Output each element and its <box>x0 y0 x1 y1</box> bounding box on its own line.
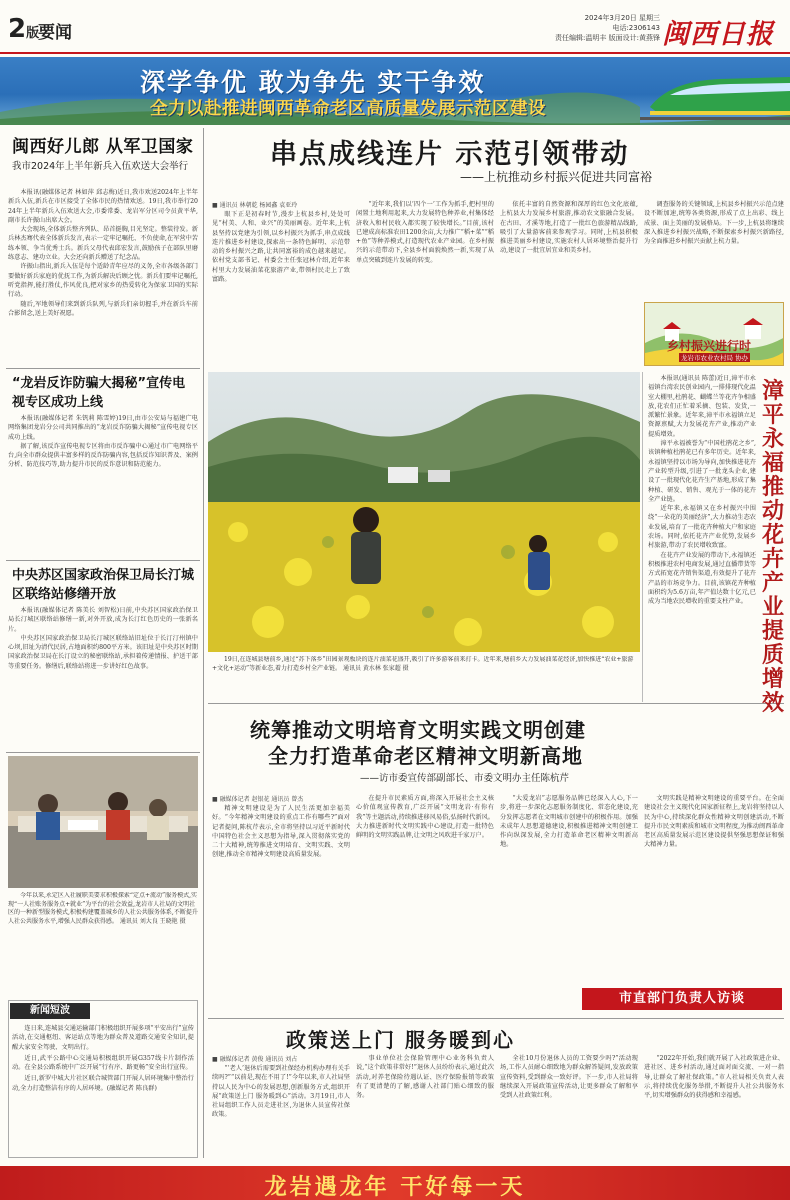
article-column: 依托丰富的自然资源和深厚的红色文化底蕴,上杭县大力发展乡村旅游,推动农文旅融合发展。在古田、才溪等地,打造了一批红色旅游精品线路,吸引了大量游客前来参观学习。同时,上杭县积极推进美丽乡村建设,实施农村人居环境整治提升行动,建设了一批宜居宜业和美乡村。 <box>500 201 638 255</box>
interview-headline-2: 全力打造革命老区精神文明新高地 <box>268 744 583 768</box>
photo-credit: 通讯员 黄水林 张家超 摄 <box>342 664 409 672</box>
article-column: 事业单位社会保险管理中心业务科负责人说,“这个政策非常好!”退休人员纷纷表示,通过此次活动,对养老保险待遇认证、医疗保险报销等政策有了更清楚的了解,感谢人社部门贴心细致的服务。 <box>356 1055 494 1100</box>
vertical-headline: 漳平永福推动花卉产业提质增效 <box>761 379 784 716</box>
article-column: 精神文明建设是为了人民生活更加幸福美好。“今年精神文明建设的重点工作有哪些?”面对记者提问,陈杭芹表示,全市将坚持以习近平新时代中国特色社会主义思想为指导,深入贯彻落实党的二十大精神,统筹推进文明培育、文明实践、文明创建,推动全市精神文明建设高质量发展。 <box>212 805 350 859</box>
byline: ■ 融媒体记者 黄俊 通讯员 刘占 <box>212 1056 298 1063</box>
article-body: 本报讯(融媒体记者 林如萍 邱志梅)近日,我市欢送2024年上半年新兵入伍,新兵在市区接受了全体市民的热情欢送。19日,我市举行2024年上半年新兵入伍欢送大会,市委常委、龙岩军分区司令员黄平华,副市长许振山出席大会。 大会现场,全体新兵整齐列队、昂首挺胸,目光坚定。整装待发。新兵林杰骞代表全体新兵发言,表示一定牢记嘱托、不负使命,在军营中苦练本领、争当优秀士兵。新兵父母代表邱宏发言,鼓励孩子在部队里磨练意志、建功立业。大会还向新兵赠送了纪念品。 许振山指出,新兵入伍是每个适龄青年应尽的义务,全市各级各部门要做好新兵家庭的优抚工作,为新兵解决后顾之忧。新兵们要牢记嘱托,听党指挥,能打胜仗,作风优良,把对家乡的热爱转化为保家卫国的实际行动。 随后,军地领导们来到新兵队列,与新兵们亲切握手,并在新兵车前合影留念,送上美好祝愿。 <box>8 189 198 317</box>
article-body: 本报讯(融媒体记者 陈美长 刘智松)日前,中央苏区国家政治保卫局长汀城区联络站修缮一新,对外开放,成为长汀红色历史的一张新名片。 中央苏区国家政治保卫局长汀城区联络站旧址位于长汀汀州镇中心坝,旧址为清代民居,占地面积约800平方米。该旧址是中央苏区时期国家政治保卫局在长汀设立的秘密联络站,承担着传递情报、护送干部等重要任务。修缮后,联络站将进一步讲好红色故事。 <box>8 607 198 670</box>
banner-tagline: 全力以赴推进闽西革命老区高质量发展示范区建设 <box>150 99 546 119</box>
main-photo <box>208 372 640 652</box>
section-name: 要闻 <box>38 23 72 43</box>
banner-slogan: 深学争优 敢为争先 实干争效 <box>140 68 486 97</box>
column-divider <box>203 128 204 1158</box>
article-column: “大爱龙岩”志愿服务品牌已经深入人心,下一步,将进一步深化志愿服务制度化、常态化建设,充分发挥志愿者在文明城市创建中的积极作用。加强未成年人思想道德建设,积极推进精神文明创建工作向纵深发展,全力打造革命老区精神文明新高地。 <box>500 795 638 849</box>
photo-credit: 通讯员 刘大良 王晓艳 摄 <box>119 917 186 925</box>
photo-caption: 19日,在连城县塘前乡,通过“苏下落乡”田园景观板块的连片油菜花盛开,吸引了许多游客前来打卡。近年来,塘前乡大力发展油菜花经济,加快推进“农业+旅游+文化+运动”等新业态,着力打造乡村全产业链。 通讯员 黄水林 张家超 摄 <box>212 656 634 672</box>
article-column: “近年来,我们以‘四个一’工作为抓手,把村里的闲置土地利用起来,大力发展特色种养业,村集体经济收入和村民收入都实现了较快增长。”目前,该村已建成高标准农田1200余亩,大力推广“稻+菜”“稻+鱼”等种养模式,打造现代农业产业园。在乡村振兴的示范带动下,全县乡村面貌焕然一新,实现了从单点突破到连片发展的转变。 <box>356 201 494 264</box>
photo-caption: 今年以来,永定区入社履职美要求积极探索“定点+流动”服务模式,实现“一人社账务服务点+就业”为平台的社会效益,龙岩市人社局的文明社区的一种新型服务模式,积极构建覆盖城乡的人社公共服务体系,不断提升人社公共服务水平,增强人民群众获得感。 通讯员 刘大良 王晓艳 摄 <box>8 892 198 925</box>
editor-line: 责任编辑:温明丰 版面设计:黄燕锋 <box>555 34 660 42</box>
column-label: 市直部门负责人访谈 <box>582 988 782 1010</box>
article-divider <box>6 752 200 753</box>
article-column: “‘老人’退休后需要到社保经办机构办理有关手续吗?”“以前是,现在不用了!”今年以来,市人社局坚持以人民为中心的发展思想,创新服务方式,组织开展“政策送上门 服务暖到心”活动。3月19日,市人社局组织工作人员走进社区,为退休人员宣传社保政策。 <box>212 1065 350 1119</box>
brief-title: 新闻短波 <box>10 1003 90 1019</box>
column-logo-title: 乡村振兴进行时 <box>667 339 752 353</box>
bottom-headline: 政策送上门 服务暖到心 <box>286 1028 515 1052</box>
article-title: “龙岩反诈防骗大揭秘”宣传电视专区成功上线 <box>12 376 186 410</box>
article-divider <box>208 1018 784 1019</box>
lead-headline: 串点成线连片 示范引领带动 <box>270 139 630 170</box>
header-divider <box>0 52 790 54</box>
article-column: “2022年开始,我们就开展了入社政策进企业、进社区、进乡村活动,通过面对面交流、一对一指导,让群众了解社保政策。”市人社局相关负责人表示,将持续优化服务举措,不断提升人社公共服务水平,切实增强群众的获得感和幸福感。 <box>644 1055 784 1100</box>
phone-line: 电话:2306143 <box>612 24 660 32</box>
article-column: 调查服务的关键领域,上杭县乡村振兴示范点建设不断加速,统筹各类资源,形成了点上出彩、线上成景、面上美丽的发展格局。下一步,上杭县将继续深入推进乡村振兴战略,不断探索乡村振兴新路径,为全面推进乡村振兴贡献上杭力量。 <box>644 201 784 246</box>
article-title: 闽西好儿郎 从军卫国家 <box>12 137 194 157</box>
masthead-logo: 闽西日报 <box>662 19 774 50</box>
interview-subheadline: ——访市委宣传部副部长、市委文明办主任陈杭芹 <box>360 773 570 784</box>
date-line: 2024年3月20日 星期三 <box>584 14 660 22</box>
train-icon <box>640 67 790 125</box>
photo-service-desk <box>8 756 198 888</box>
article-column: 眼下正是初春时节,漫步上杭县乡村,处处可见“村美、人和、业兴”的美丽画卷。近年来,上杭县坚持以党建为引领,以乡村振兴为抓手,串点成线连片推进乡村建设,探索出一条特色鲜明、示范带动的乡村振兴之路,让共同富裕的成色越来越足。依村党支部书记、村委会主任张冠林介绍,近年来村里大力发展油菜花旅游产业,带领村民走上了致富路。 <box>212 211 350 284</box>
article-divider <box>6 560 200 561</box>
article-column: 在提升市民素质方面,将深入开展社会主义核心价值观宣传教育,广泛开展“文明龙岩·有你有我”等主题活动,持续推进移风易俗,弘扬时代新风。大力推进新时代文明实践中心建设,打造一批特色鲜明的文明实践品牌,让文明之风吹进千家万户。 <box>356 795 494 840</box>
news-photo <box>8 756 198 888</box>
article-body: 本报讯(通讯员 陈蕾)近日,漳平市永福镇台湾农民创业园内,一排排现代化温室大棚里,杜鹃花、蝴蝶兰等花卉争相盛放,花农们正忙着采摘、包装、发货,一派繁忙景象。近年来,漳平市永福镇立足资源禀赋,大力发展花卉产业,推动产业提质增效。 漳平永福被誉为“中国杜鹃花之乡”,该镇种植杜鹃花已有多年历史。近年来,永福镇坚持以市场为导向,加快推进花卉产业转型升级,引进了一批龙头企业,建设了一批现代化花卉生产基地,形成了集种植、研发、销售、观光于一体的花卉全产业链。 近年来,永福镇又在乡村振兴中围绕“一朵花的美丽经济”,大力推动生态农业发展,培育了一批花卉种植大户和家庭农场。同时,依托花卉产业优势,发展乡村旅游,带动了农民增收致富。 在花卉产业发展的带动下,永福镇还积极推进农村电商发展,通过直播带货等方式拓宽花卉销售渠道,有效提升了花卉产品的市场竞争力。目前,该镇花卉种植面积约为5.6万亩,年产值达数十亿元,已成为当地农民增收的重要支柱产业。 <box>648 375 756 606</box>
interview-headline-1: 统筹推动文明培育文明实践文明创建 <box>250 718 586 742</box>
column-logo-box <box>644 302 784 366</box>
page-number: 2版 <box>8 14 40 44</box>
column-logo-sponsor: 龙岩市农业农村局 协办 <box>681 354 749 362</box>
lead-subheadline: ——上杭推动乡村振兴促进共同富裕 <box>460 170 653 184</box>
article-divider <box>208 703 784 704</box>
article-subtitle: 我市2024年上半年新兵入伍欢送大会举行 <box>12 161 189 172</box>
article-divider <box>6 368 200 369</box>
article-body: 本报讯(融媒体记者 朱钒莉 陈雪婷)19日,由市公安局与福建广电网络集团龙岩分公司共同推出的“龙岩反诈防骗大揭秘”宣传电视专区成功上线。 据了解,该反诈宣传电视专区将由市反诈骗中心通过市广电网络平台,向全市群众提供丰富多样的反诈防骗内容,包括反诈知识普及、案例分析、防范技巧等,助力提升市民的反诈意识和防范能力。 <box>8 415 198 469</box>
theme-banner <box>0 57 790 125</box>
brief-body: 连日来,连城县交通运输部门积极组织开展多项“平安出行”宣传活动,在交通枢纽、客运站点等地为群众普及道路交通安全知识,提醒大家安全驾驶、文明出行。 近日,武平公路中心交通局积极组织开展G357线卡片制作活动。在全县公路系统中广泛开展“行有序、路更畅”安全出行宣传。 近日,新罗中城大片社区联合城管部门开展人居环境集中整治行动,全力打造整洁有序的人居环境。(融媒记者 陈良群) <box>12 1025 194 1092</box>
article-column: 文明实践是精神文明建设的重要平台。在全面建设社会主义现代化国家新征程上,龙岩将坚持以人民为中心,持续深化群众性精神文明创建活动,不断提升市民文明素质和城市文明程度,为推动闽西革命老区高质量发展示范区建设提供坚强思想保证和强大精神力量。 <box>644 795 784 849</box>
footer-slogan: 龙岩遇龙年 干好每一天 <box>264 1175 526 1200</box>
byline: ■ 融媒体记者 赵银花 通讯员 曾杰 <box>212 796 304 803</box>
byline: ■ 通讯员 林朝乾 杨园鑫 袁亚玲 <box>212 202 298 209</box>
article-column: 全社10月份退休人员的工资要少吗?”活动现场,工作人员耐心细致地为群众解答疑问,发放政策宣传资料,受到群众一致好评。下一步,市人社局将继续深入开展政策宣传活动,让更多群众了解和享受到人社政策红利。 <box>500 1055 638 1100</box>
photo-rapeseed-field <box>208 372 640 652</box>
column-divider <box>642 372 643 702</box>
article-title: 中央苏区国家政治保卫局长汀城区联络站修缮开放 <box>12 568 195 602</box>
